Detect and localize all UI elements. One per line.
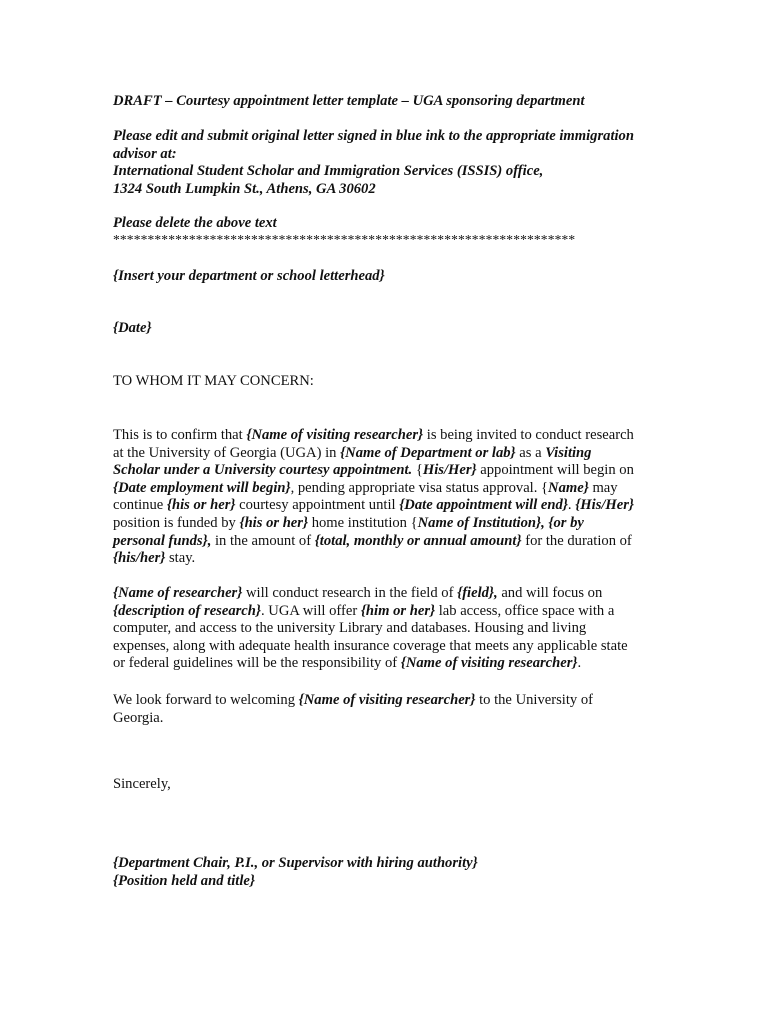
placeholder-run: {Name of visiting researcher}	[298, 692, 476, 708]
placeholder-run: {his or her}	[166, 497, 236, 514]
text-run: lab access, office space with a	[435, 602, 615, 619]
text-run: and will focus on	[497, 585, 603, 601]
salutation	[113, 373, 663, 391]
text-run: This is to confirm that	[113, 427, 247, 443]
text-run: , pending appropriate visa status approval. {	[290, 479, 549, 496]
draft-title-text: DRAFT – Courtesy appointment letter template – UGA sponsoring department	[113, 93, 585, 109]
instruction-line: 1324 South Lumpkin St., Athens, GA 30602	[113, 180, 376, 197]
instruction-line: advisor at:	[113, 145, 177, 162]
placeholder-run: {Date employment will begin}	[113, 479, 291, 496]
delete-note	[113, 215, 663, 233]
placeholder-run: {total, monthly or annual amount}	[314, 532, 522, 549]
instruction-line: International Student Scholar and Immigration Services (ISSIS) office,	[113, 163, 544, 180]
text-run: appointment will begin on	[476, 462, 634, 479]
closing-text: Sincerely,	[113, 776, 171, 792]
text-run: is being invited to conduct research	[423, 427, 634, 443]
placeholder-run: His/Her}	[422, 462, 477, 479]
letterhead-placeholder	[113, 268, 663, 286]
placeholder-run: {him or her}	[360, 602, 436, 619]
signature-block	[113, 855, 663, 890]
text-run: for the duration of	[521, 532, 632, 549]
paragraph-line	[113, 480, 663, 498]
paragraph-line	[113, 445, 663, 463]
text-run: as a	[515, 444, 546, 461]
paragraph-line	[113, 533, 663, 551]
paragraph-line	[113, 655, 663, 673]
placeholder-run: Scholar under a University courtesy appointment.	[113, 462, 413, 479]
text-run: .	[567, 497, 576, 514]
text-run: We look forward to welcoming	[113, 692, 299, 708]
placeholder-run: Name of Institution}, {or by	[417, 514, 584, 531]
text-run: {	[412, 462, 423, 479]
placeholder-run: {Name of visiting researcher}	[400, 655, 578, 672]
placeholder-run: personal funds},	[113, 532, 212, 549]
paragraph-line	[113, 515, 663, 533]
text-run: at the University of Georgia (UGA) in	[113, 444, 341, 461]
submission-instructions	[113, 128, 663, 198]
paragraph-line	[113, 692, 663, 710]
placeholder-run: {his or her}	[239, 514, 309, 531]
paragraph-line: expenses, along with adequate health insurance coverage that meets any applicable state	[113, 637, 628, 654]
placeholder-run: {Name of Department or lab}	[340, 444, 516, 461]
placeholder-run: {his/her}	[113, 550, 166, 567]
paragraph-line	[113, 462, 663, 480]
text-run: or federal guidelines will be the responsibility of	[113, 655, 401, 672]
date-text: {Date}	[113, 320, 152, 336]
signature-title: {Position held and title}	[113, 872, 255, 889]
date-placeholder	[113, 320, 663, 338]
text-run: .	[577, 655, 582, 672]
paragraph-line: computer, and access to the university Library and databases. Housing and living	[113, 620, 587, 637]
placeholder-run: {description of research}	[113, 602, 261, 619]
placeholder-run: {Date appointment will end}	[399, 497, 568, 514]
delete-note-text: Please delete the above text	[113, 215, 277, 231]
text-run: position is funded by	[113, 514, 240, 531]
paragraph-confirmation	[113, 427, 663, 568]
instruction-line: Please edit and submit original letter signed in blue ink to the appropriate immigration	[113, 128, 634, 144]
text-run: in the amount of	[211, 532, 315, 549]
paragraph-line	[113, 603, 663, 621]
placeholder-run: {Name of researcher}	[113, 585, 243, 601]
placeholder-run: Name}	[548, 479, 589, 496]
text-run: will conduct research in the field of	[242, 585, 458, 601]
paragraph-welcome	[113, 692, 663, 727]
signature-authority: {Department Chair, P.I., or Supervisor with hiring authority}	[113, 855, 478, 871]
placeholder-run: {His/Her}	[575, 497, 635, 514]
paragraph-line	[113, 497, 663, 515]
paragraph-line	[113, 550, 663, 568]
placeholder-run: {Name of visiting researcher}	[246, 427, 424, 443]
paragraph-line	[113, 427, 663, 445]
salutation-text: TO WHOM IT MAY CONCERN:	[113, 373, 314, 389]
placeholder-run: Visiting	[545, 444, 592, 461]
separator-line: *******************************************************************	[113, 232, 576, 247]
closing	[113, 776, 663, 794]
paragraph-line	[113, 585, 663, 603]
text-run: continue	[113, 497, 167, 514]
text-run: . UGA will offer	[260, 602, 361, 619]
text-run: courtesy appointment until	[235, 497, 400, 514]
paragraph-line: Georgia.	[113, 709, 164, 726]
paragraph-research	[113, 585, 663, 673]
text-run: stay.	[165, 550, 196, 567]
draft-title	[113, 93, 663, 111]
placeholder-run: {field},	[457, 585, 498, 601]
text-run: may	[588, 479, 618, 496]
text-run: to the University of	[475, 692, 593, 708]
text-run: home institution {	[308, 514, 418, 531]
letterhead-text: {Insert your department or school letterhead}	[113, 268, 385, 284]
